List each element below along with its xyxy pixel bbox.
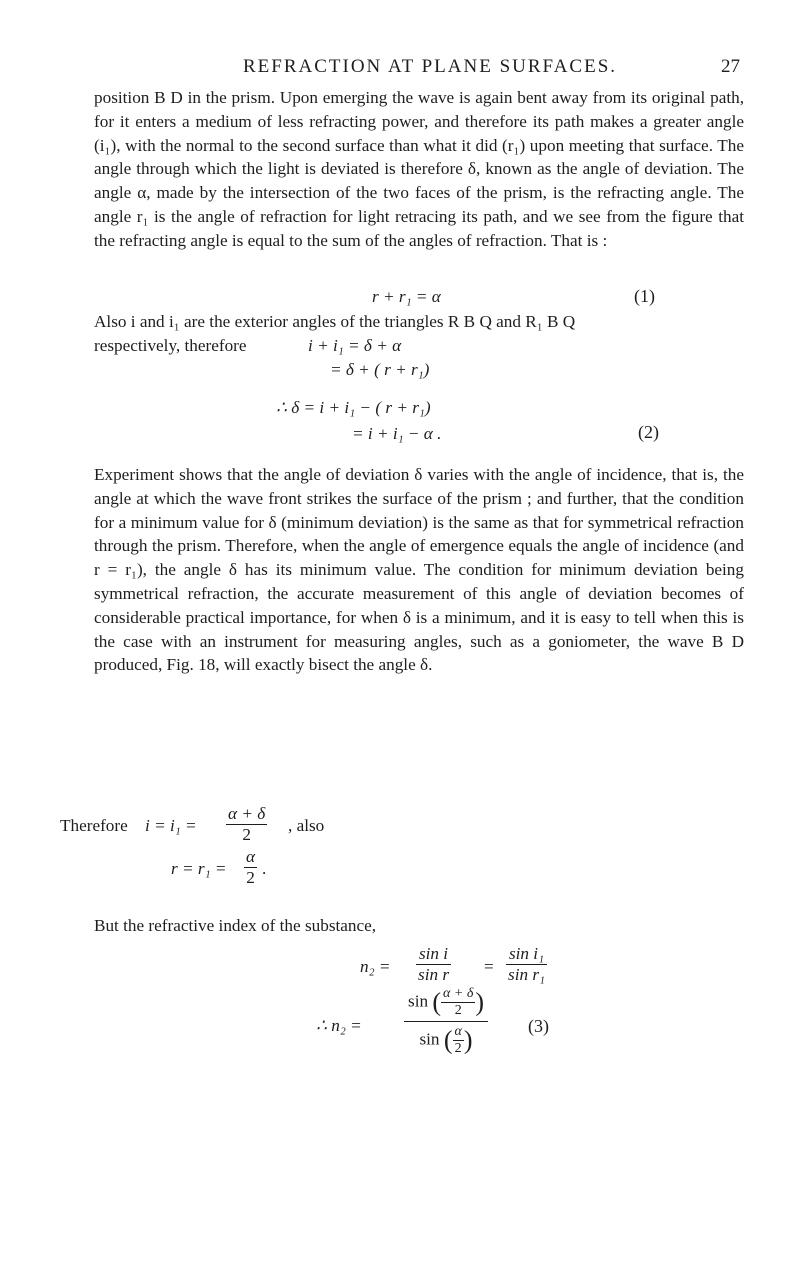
paragraph-3: Experiment shows that the angle of deviation δ varies with the angle of incidence, that is, the angle at which the wave front strikes the surface of the prism ; and further, that the condition for a minimum value for δ (minimum deviation) is the same as that for symmetrical refraction through the prism. Therefore, when the angle of emergence equals the angle of incidence (and r = r₁), the angle δ has its minimum value. The condition for minimum deviation being symmetrical refraction, the accurate measurement of this angle of deviation becomes of considerable practical importance, for when δ is a minimum, and it is easy to tell when this is the case with an instrument for measuring angles, such as a goniometer, the wave B D produced, Fig. 18, will exactly bisect the angle δ. [94,465,744,675]
equation-6-lhs: ∴ n₂ = [316,1016,362,1035]
equation-3-also: , also [288,816,325,835]
running-title: REFRACTION AT PLANE SURFACES. [242,56,618,77]
paragraph-1: position B D in the prism. Upon emerging the wave is again bent away from its original path, for it enters a medium of less refracting power, and therefore its path makes a greater angle (i₁), with the normal to the second surface than what it did (r₁) upon meeting that surface. The angle through which the light is deviated is therefore δ, known as the angle of deviation. The angle α, made by the intersection of the two faces of the prism, is the refracting angle. The angle r₁ is the angle of refraction for light retracing its path, and we see from the figure that the refracting angle is equal to the sum of the angles of refraction. That is : [94,88,744,250]
equation-4-numerator: α [246,847,256,866]
equation-5-fraction-1 [416,944,451,985]
equation-3-fraction [226,804,267,845]
equation-5-f1-numerator: sin i [416,944,451,965]
equation-5-equals: = [484,957,494,976]
equation-1-number: (1) [634,286,655,306]
equation-5-lhs: n₂ = [360,957,391,976]
equation-3-denominator: 2 [242,825,251,844]
page-number: 27 [721,56,740,77]
equation-5-f2-denominator: sin r₁ [508,965,546,984]
equation-4-end: . [262,859,267,878]
equation-5-f2-numerator: sin i₁ [506,944,547,965]
equation-4-fraction [244,847,257,888]
equation-6-den-arg-top: α [454,1024,462,1039]
equation-6-numerator-sin: sin [408,991,429,1011]
equation-5-fraction-2 [506,944,547,985]
equation-6-number: (3) [528,1016,549,1036]
equation-6-num-arg-top: α + δ [443,986,474,1001]
equation-3-numerator: α + δ [228,804,266,823]
equation-6-num-arg-bot: 2 [454,1003,462,1018]
equation-3-lhs: i = i₁ = [145,816,197,835]
paragraph-4: But the refractive index of the substance, [94,916,377,935]
equation-2-number: (2) [638,422,659,442]
equation-2b: = δ + ( r + r₁) [330,360,430,379]
therefore-label: Therefore [60,816,128,835]
equation-6-den-arg-bot: 2 [454,1041,462,1056]
equation-4-denominator: 2 [246,868,255,887]
equation-2c: ∴ δ = i + i₁ − ( r + r₁) [276,398,431,417]
equation-4-lhs: r = r₁ = [171,859,227,878]
page-header [120,56,740,84]
paragraph-2-line-1: Also i and i₁ are the exterior angles of the triangles R B Q and R₁ B Q [94,312,576,331]
equation-6-fraction: sin ( $\frac{\alpha + \delta}{2}$ ) sin ( $\frac{\alpha}{2}$ ) [404,986,488,1057]
equation-1: r + r₁ = α [372,287,441,306]
equation-2a: i + i₁ = δ + α [308,336,402,355]
equation-5-f1-denominator: sin r [418,965,450,984]
paragraph-2-line-2: respectively, therefore [94,336,247,355]
equation-6-denominator-sin: sin [419,1029,440,1049]
equation-2d: = i + i₁ − α . [352,424,442,443]
